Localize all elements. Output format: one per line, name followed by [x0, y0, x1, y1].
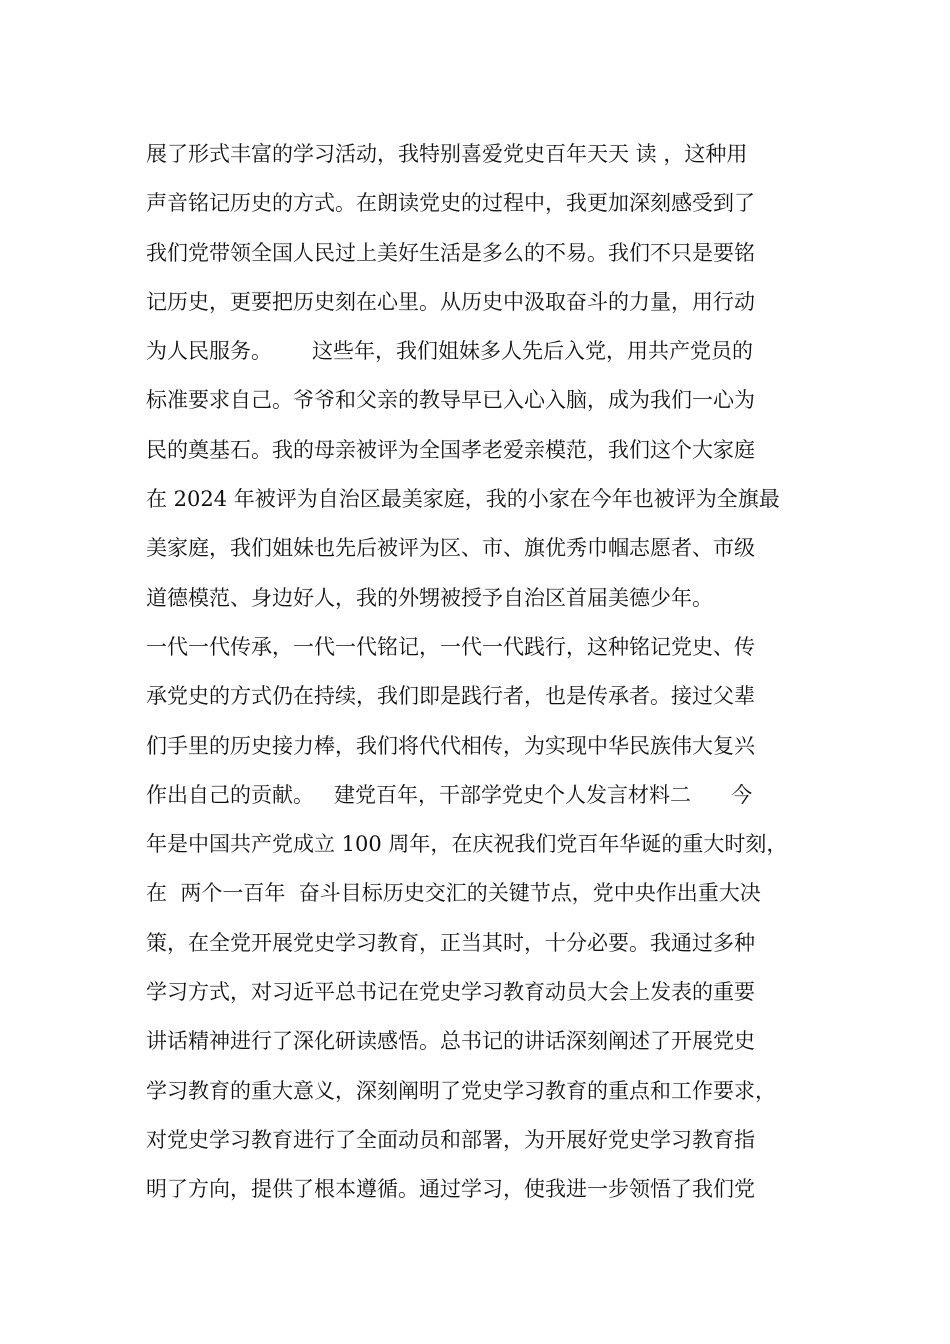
- text-line: 美家庭，我们姐妹也先后被评为区、市、旗优秀巾帼志愿者、市级: [146, 536, 755, 561]
- text-line: 学习教育的重大意义，深刻阐明了党史学习教育的重点和工作要求，: [146, 1078, 776, 1103]
- text-line: 在 2024 年被评为自治区最美家庭，我的小家在今年也被评为全旗最: [146, 487, 780, 512]
- text-line: 民的奠基石。我的母亲被评为全国孝老爱亲模范，我们这个大家庭: [146, 437, 755, 462]
- text-line: 在 两个一百年 奋斗目标历史交汇的关键节点，党中央作出重大决: [146, 881, 761, 906]
- text-line: 年是中国共产党成立 100 周年，在庆祝我们党百年华诞的重大时刻，: [146, 832, 788, 857]
- text-line: 明了方向，提供了根本遵循。通过学习，使我进一步领悟了我们党: [146, 1177, 755, 1202]
- text-line: 声音铭记历史的方式。在朗读党史的过程中，我更加深刻感受到了: [146, 191, 755, 216]
- text-line: 对党史学习教育进行了全面动员和部署，为开展好党史学习教育指: [146, 1127, 755, 1152]
- text-line: 学习方式，对习近平总书记在党史学习教育动员大会上发表的重要: [146, 980, 755, 1005]
- text-line: 道德模范、身边好人，我的外甥被授予自治区首届美德少年。: [146, 585, 713, 610]
- text-line: 策，在全党开展党史学习教育，正当其时，十分必要。我通过多种: [146, 930, 755, 955]
- text-line: 标准要求自己。爷爷和父亲的教导早已入心入脑，成为我们一心为: [146, 388, 755, 413]
- text-line: 为人民服务。 这些年，我们姐妹多人先后入党，用共产党员的: [146, 339, 754, 364]
- body-text: [146, 130, 826, 1215]
- text-line: 讲话精神进行了深化研读感悟。总书记的讲话深刻阐述了开展党史: [146, 1029, 755, 1054]
- text-line: 一代一代传承，一代一代铭记，一代一代践行，这种铭记党史、传: [146, 634, 755, 659]
- text-line: 展了形式丰富的学习活动，我特别喜爱党史百年天天 读 ，这种用: [146, 142, 748, 166]
- text-line: 们手里的历史接力棒，我们将代代相传，为实现中华民族伟大复兴: [146, 733, 755, 758]
- text-line: 作出自己的贡献。 建党百年，干部学党史个人发言材料二 今: [146, 782, 753, 807]
- text-line: 我们党带领全国人民过上美好生活是多么的不易。我们不只是要铭: [146, 240, 755, 265]
- text-line: 记历史，更要把历史刻在心里。从历史中汲取奋斗的力量，用行动: [146, 289, 755, 314]
- text-line: 承党史的方式仍在持续，我们即是践行者，也是传承者。接过父辈: [146, 684, 755, 709]
